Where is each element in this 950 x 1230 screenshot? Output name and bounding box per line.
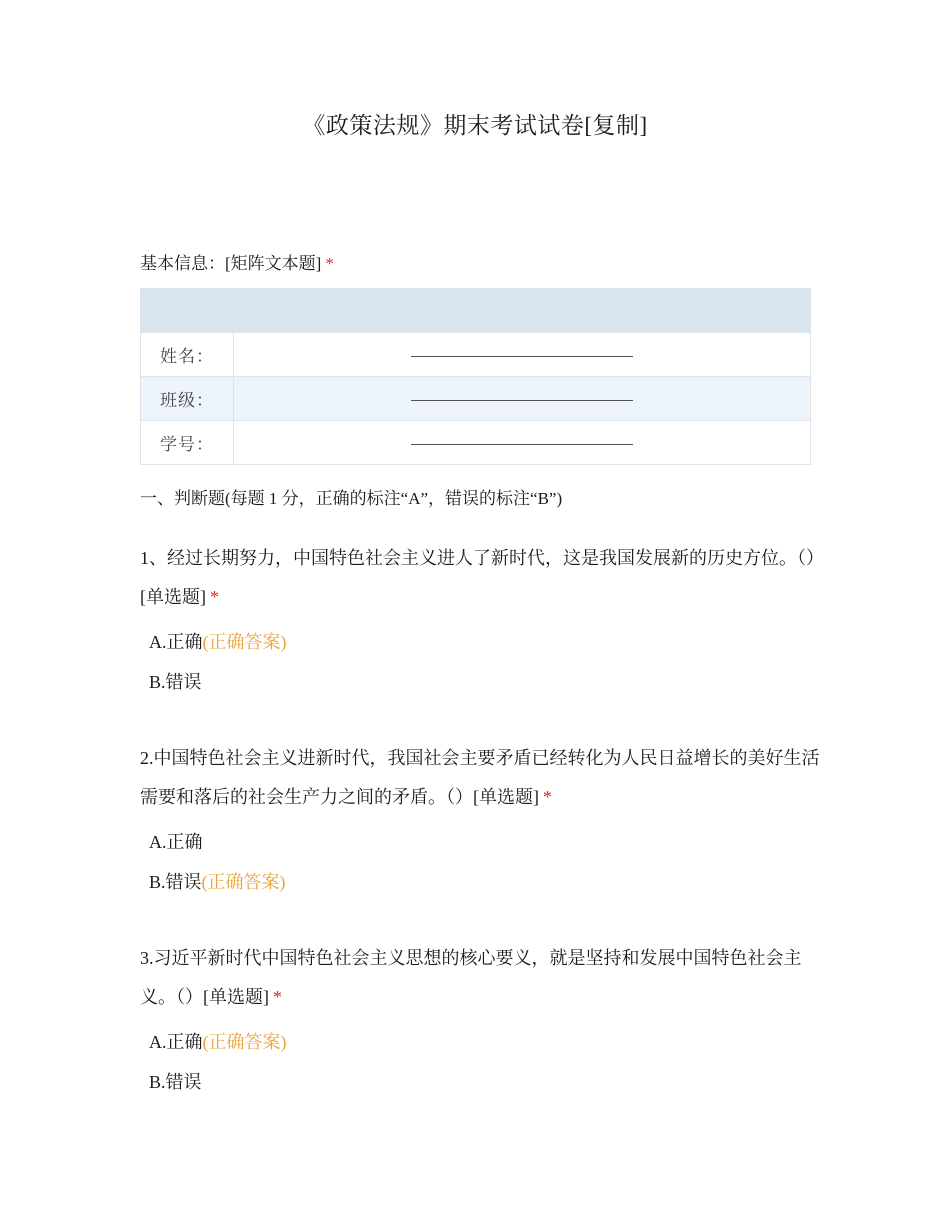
option-label: B.错误 — [149, 872, 202, 892]
student-id-field[interactable] — [234, 421, 811, 465]
question-3 — [140, 939, 820, 1017]
option-label: A.正确 — [149, 1032, 203, 1052]
name-label: 姓名： — [141, 333, 234, 377]
table-row — [141, 333, 811, 377]
basic-info-label — [140, 251, 334, 277]
table-header-row — [141, 289, 811, 333]
table-header-cell — [234, 289, 811, 333]
required-mark: * — [325, 254, 334, 273]
required-mark: * — [543, 787, 552, 807]
option-label: A.正确 — [149, 632, 203, 652]
question-text: 1、经过长期努力，中国特色社会主义进人了新时代，这是我国发展新的历史方位。（）[单选题] — [140, 548, 815, 607]
name-field[interactable] — [234, 333, 811, 377]
table-row — [141, 377, 811, 421]
name-blank-line — [411, 355, 633, 357]
class-blank-line — [411, 399, 633, 401]
table-header-cell — [141, 289, 234, 333]
section-heading: 一、判断题(每题 1 分，正确的标注“A”，错误的标注“B”) — [140, 489, 563, 508]
question-1-option-b[interactable] — [149, 669, 202, 695]
question-3-option-a[interactable] — [149, 1029, 287, 1055]
basic-info-table — [140, 288, 811, 465]
question-text: 3.习近平新时代中国特色社会主义思想的核心要义，就是坚持和发展中国特色社会主义。（）[单选题] — [140, 948, 802, 1007]
student-id-label: 学号： — [141, 421, 234, 465]
class-field[interactable] — [234, 377, 811, 421]
option-label: B.错误 — [149, 1072, 202, 1092]
required-mark: * — [210, 587, 219, 607]
option-label: A.正确 — [149, 832, 203, 852]
question-2-option-a[interactable] — [149, 829, 203, 855]
correct-answer-tag: (正确答案) — [202, 1032, 287, 1052]
page-title: 《政策法规》期末考试试卷[复制] — [302, 113, 648, 138]
question-1 — [140, 539, 820, 617]
student-id-blank-line — [411, 443, 633, 445]
option-label: B.错误 — [149, 672, 202, 692]
question-text: 2.中国特色社会主义进新时代，我国社会主要矛盾已经转化为人民日益增长的美好生活需要和落后的社会生产力之间的矛盾。（）[单选题] — [140, 748, 820, 807]
question-1-option-a[interactable] — [149, 629, 287, 655]
question-2-option-b[interactable] — [149, 869, 286, 895]
question-2 — [140, 739, 820, 817]
correct-answer-tag: (正确答案) — [201, 872, 286, 892]
required-mark: * — [273, 987, 282, 1007]
class-label: 班级： — [141, 377, 234, 421]
correct-answer-tag: (正确答案) — [202, 632, 287, 652]
question-3-option-b[interactable] — [149, 1069, 202, 1095]
table-row — [141, 421, 811, 465]
basic-info-label-text: 基本信息：[矩阵文本题] — [140, 254, 322, 273]
